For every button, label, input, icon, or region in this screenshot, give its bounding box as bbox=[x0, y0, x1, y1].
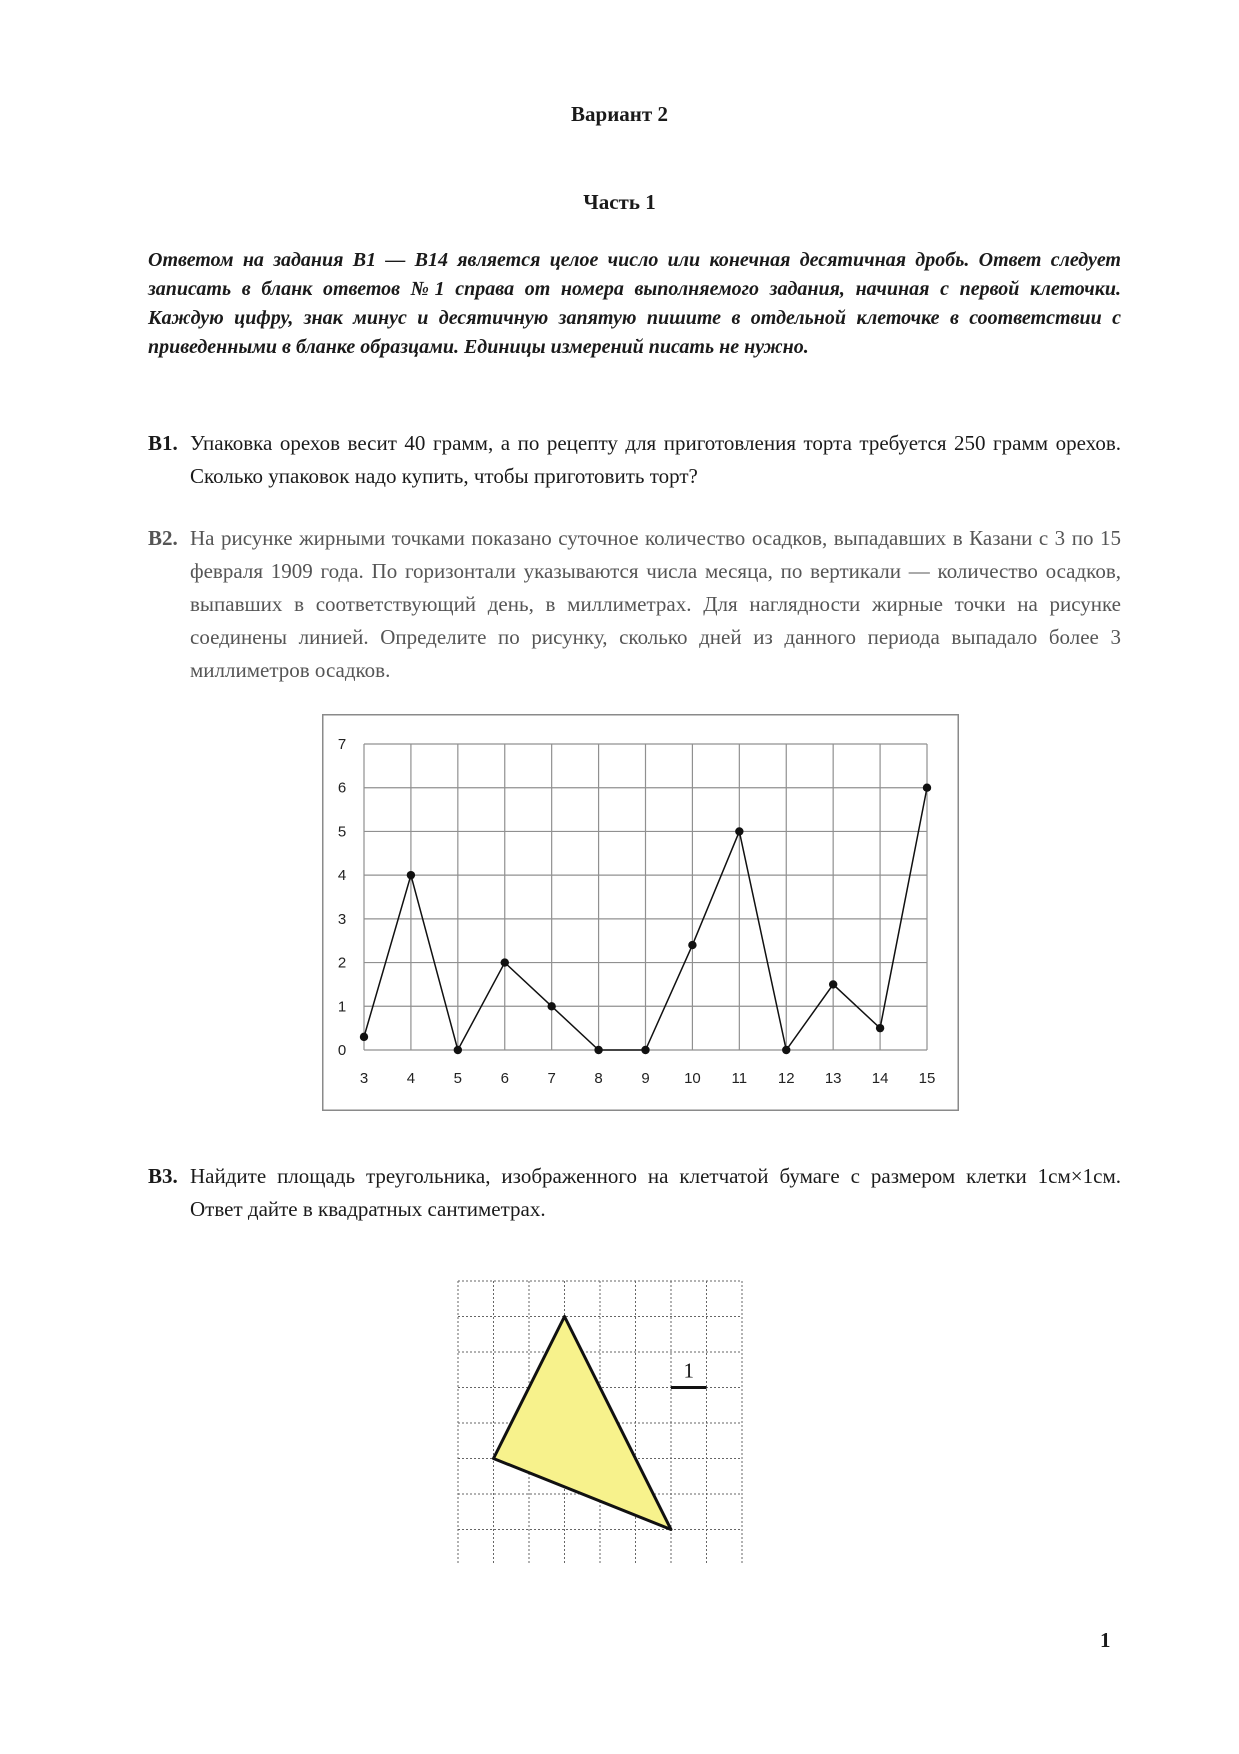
x-tick-label: 4 bbox=[406, 1070, 416, 1087]
y-tick-label: 4 bbox=[337, 867, 347, 885]
x-tick-label: 13 bbox=[824, 1070, 842, 1087]
task-b3 bbox=[148, 1160, 1121, 1226]
variant-title: Вариант 2 bbox=[571, 102, 668, 126]
x-tick-label: 10 bbox=[684, 1070, 701, 1087]
x-tick-label: 3 bbox=[359, 1070, 369, 1087]
y-tick-label: 1 bbox=[337, 998, 347, 1016]
data-point bbox=[501, 958, 509, 966]
task-b3-text: Найдите площадь треугольника, изображенного на клетчатой бумаге с размером клетки 1см×1см. Ответ дайте в квадратных сантиметрах. bbox=[190, 1164, 1121, 1221]
data-point bbox=[923, 784, 931, 792]
data-point bbox=[735, 827, 743, 835]
x-tick-label: 7 bbox=[547, 1070, 556, 1087]
precipitation-chart bbox=[322, 714, 959, 1111]
data-point bbox=[829, 980, 837, 988]
data-point bbox=[782, 1046, 790, 1054]
y-tick-label: 6 bbox=[337, 779, 347, 797]
data-point bbox=[407, 871, 415, 879]
triangle-shape bbox=[494, 1317, 672, 1530]
data-point bbox=[641, 1046, 649, 1054]
y-tick-label: 7 bbox=[337, 736, 347, 753]
task-b1-text: Упаковка орехов весит 40 грамм, а по рецепту для приготовления торта требуется 250 грамм орехов. Сколько упаковок надо купить, чтобы приготовить торт? bbox=[190, 431, 1121, 488]
task-b2-text: На рисунке жирными точками показано суточное количество осадков, выпадавших в Казани с 3 по 15 февраля 1909 года. По горизонтали указываются числа месяца, по вертикали — количество осадков, выпавших в соответствующий день, в миллиметрах. Для наглядности жирные точки на рисунке соединены линией. Определите по рисунку, сколько дней из данного периода выпадало более 3 миллиметров осадков. bbox=[190, 526, 1121, 682]
data-point bbox=[454, 1046, 462, 1054]
x-tick-label: 5 bbox=[453, 1070, 463, 1087]
x-tick-label: 6 bbox=[500, 1070, 509, 1087]
page-number: 1 bbox=[1100, 1628, 1111, 1652]
data-point bbox=[360, 1033, 368, 1041]
x-tick-label: 15 bbox=[918, 1070, 936, 1087]
task-b2 bbox=[148, 522, 1121, 687]
y-tick-label: 3 bbox=[337, 910, 347, 928]
task-b2-number: B2. bbox=[148, 526, 178, 550]
y-tick-label: 5 bbox=[337, 823, 347, 841]
x-tick-label: 12 bbox=[777, 1070, 795, 1087]
data-point bbox=[876, 1024, 884, 1032]
data-point bbox=[547, 1002, 555, 1010]
data-point bbox=[688, 941, 696, 949]
scale-label: 1 bbox=[683, 1358, 694, 1383]
chart-frame bbox=[323, 715, 959, 1111]
y-tick-label: 0 bbox=[337, 1042, 347, 1059]
x-tick-label: 14 bbox=[871, 1070, 889, 1087]
task-b1 bbox=[148, 427, 1121, 493]
y-tick-label: 2 bbox=[337, 954, 347, 972]
x-tick-label: 11 bbox=[731, 1070, 748, 1087]
x-tick-label: 9 bbox=[641, 1070, 650, 1087]
instructions-text: Ответом на задания B1 — B14 является целое число или конечная десятичная дробь. Ответ следует записать в бланк ответов №1 справа от номера выполняемого задания, начиная с первой клеточки. Каждую цифру, знак минус и десятичную запятую пишите в отдельной клеточке в соответствии с приведенными в бланке образцами. Единицы измерений писать не нужно. bbox=[148, 249, 1121, 358]
data-point bbox=[594, 1046, 602, 1054]
part-title: Часть 1 bbox=[583, 190, 656, 214]
x-tick-label: 8 bbox=[594, 1070, 603, 1087]
task-b1-number: B1. bbox=[148, 431, 178, 455]
triangle-figure bbox=[455, 1278, 747, 1564]
task-b3-number: B3. bbox=[148, 1164, 178, 1188]
